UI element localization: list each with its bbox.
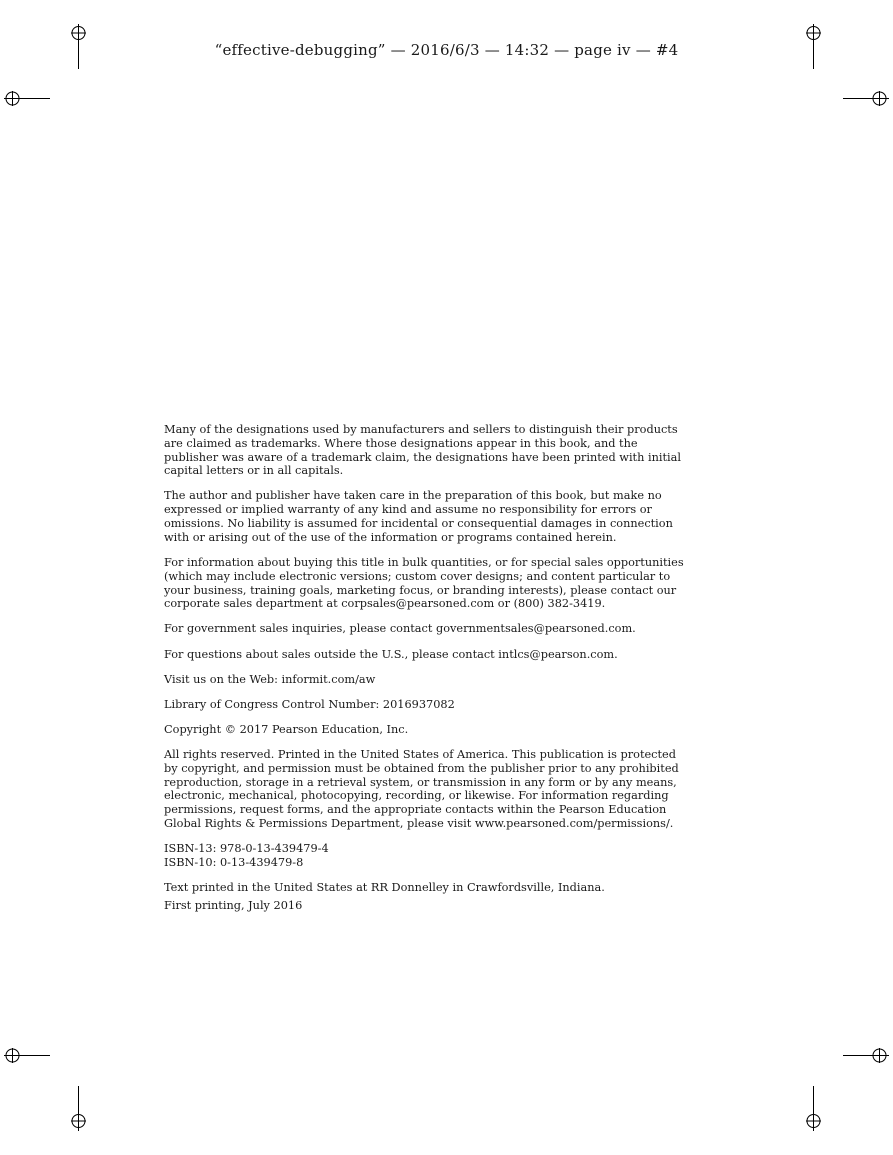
bulk-sales-info: For information about buying this title in bulk quantities, or for special sales opportunities (which may include electronic versions; custom cover designs; and content particular to your business, training goals, marketing focus, or branding interests), please contact our corporate sales department at corpsales@pearsoned.com or (800) 382-3419.: [164, 555, 684, 611]
registration-target-icon: [4, 91, 50, 106]
registration-target-icon: [4, 1048, 50, 1063]
registration-target-icon: [806, 24, 821, 69]
copyright-line: Copyright © 2017 Pearson Education, Inc.: [164, 722, 409, 736]
isbn-10: ISBN-10: 0-13-439479-8: [164, 855, 304, 869]
government-sales-info: For government sales inquiries, please contact governmentsales@pearsoned.com.: [164, 622, 636, 636]
registration-target-icon: [71, 1086, 86, 1131]
loc-control-number: Library of Congress Control Number: 2016937082: [164, 697, 455, 711]
registration-target-icon: [71, 24, 86, 69]
rights-reserved: All rights reserved. Printed in the United States of America. This publication is protected by copyright, and permission must be obtained from the publisher prior to any prohibited reproduction, storage in a retrieval system, or transmission in any form or by any means, electronic, mechanical, photocopying, recording, or likewise. For information regarding permissions, request forms, and the appropriate contacts within the Pearson Education Global Rights & Permissions Department, please visit www.pearsoned.com/permissions/.: [164, 747, 679, 830]
running-header: “effective-debugging” — 2016/6/3 — 14:32 — page iv — #4: [214, 41, 679, 59]
international-sales-info: For questions about sales outside the U.S., please contact intlcs@pearson.com.: [164, 647, 618, 661]
printer-line: Text printed in the United States at RR Donnelley in Crawfordsville, Indiana.: [164, 880, 605, 894]
isbn-13: ISBN-13: 978-0-13-439479-4: [164, 842, 329, 855]
copyright-block: [164, 423, 684, 924]
printing-line: First printing, July 2016: [164, 898, 303, 912]
warranty-disclaimer: The author and publisher have taken care in the preparation of this book, but make no expressed or implied warranty of any kind and assume no responsibility for errors or omissions. No liability is assumed for incidental or consequential damages in connection with or arising out of the use of the information or programs contained herein.: [164, 489, 673, 544]
registration-target-icon: [843, 1048, 889, 1063]
registration-target-icon: [843, 91, 889, 106]
website-line: Visit us on the Web: informit.com/aw: [164, 672, 376, 686]
registration-target-icon: [806, 1086, 821, 1131]
isbn-block: [164, 842, 684, 870]
trademark-notice: Many of the designations used by manufacturers and sellers to distinguish their products are claimed as trademarks. Where those designations appear in this book, and the publisher was aware of a trademark claim, the designations have been printed with initial capital letters or in all capitals.: [164, 423, 681, 478]
